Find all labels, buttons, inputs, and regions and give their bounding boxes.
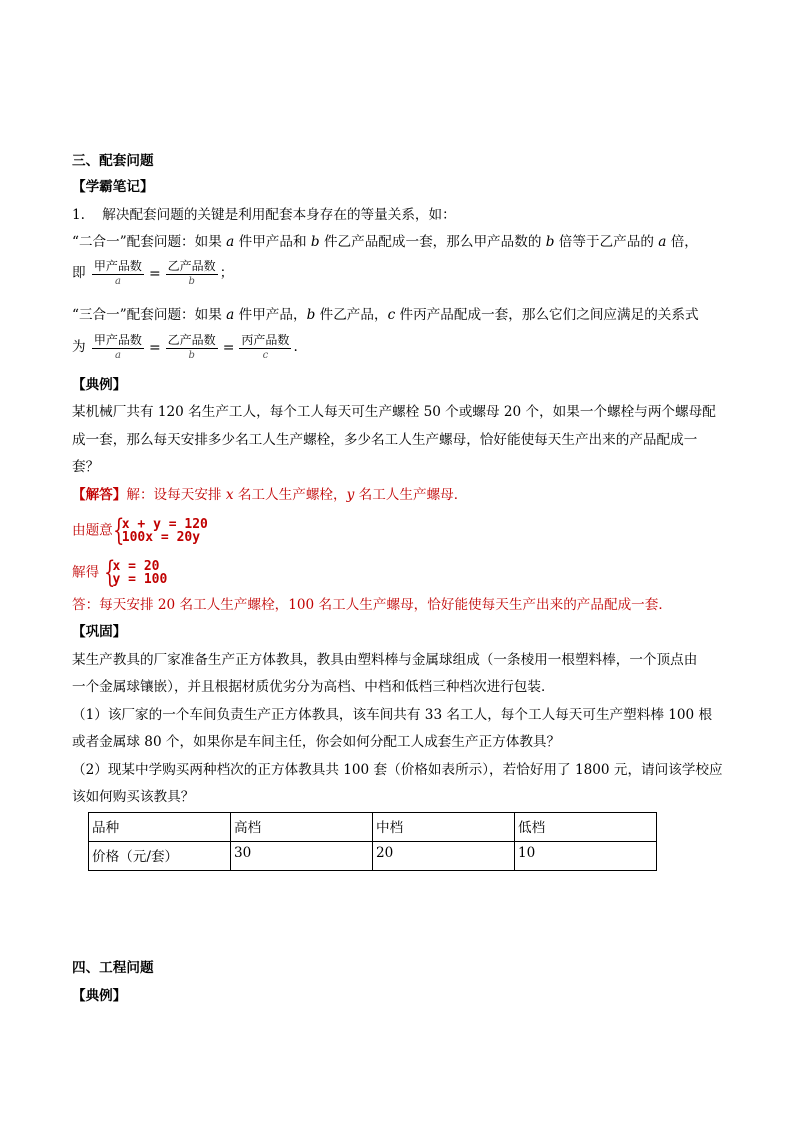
rule-text: 倍， [670, 234, 698, 250]
table-cell: 30 [231, 842, 373, 871]
section-4-example-header: 【典例】 [72, 988, 127, 1004]
punctuation: . [293, 339, 298, 355]
fraction-a [92, 259, 144, 288]
variable-a: a [226, 307, 235, 323]
price-table [88, 812, 657, 871]
system-prefix: 解得 [72, 564, 100, 581]
fraction-b [166, 333, 218, 362]
variable-a: a [226, 234, 235, 250]
example-line-1: 某机械厂共有 120 名生产工人，每个工人每天可生产螺栓 50 个或螺母 20 个，如果一个螺栓与两个螺母配 [72, 404, 716, 420]
brace-icon: { [112, 513, 125, 548]
table-cell: 高档 [231, 813, 373, 842]
question-2-line-2: 该如何购买该教具？ [72, 789, 195, 805]
equation-row: 100x = 20y [121, 530, 201, 545]
fraction-numerator: 甲产品数 [93, 333, 142, 347]
system-of-equations [112, 513, 208, 548]
consolidate-line-1: 某生产教具的厂家准备生产正方体教具，教具由塑料棒与金属球组成（一条棱用一根塑料棒，一个顶点由 [72, 652, 698, 668]
solution-label: 【解答】 [72, 487, 127, 503]
brace-icon: { [103, 555, 115, 590]
fraction-denominator: b [188, 350, 195, 361]
two-in-one-rule [72, 232, 698, 252]
fraction-denominator: a [114, 276, 121, 287]
rule-text: 件乙产品配成一套，那么甲产品数的 [323, 234, 542, 250]
table-row [89, 842, 657, 871]
rule-text: “二合一”配套问题：如果 [72, 234, 222, 250]
section-3-title: 三、配套问题 [72, 153, 154, 169]
fraction-denominator: b [188, 276, 195, 287]
fraction-a [92, 333, 144, 362]
three-in-one-rule [72, 305, 699, 325]
rule-text: “三合一”配套问题：如果 [72, 307, 222, 323]
variable-a: a [658, 234, 667, 250]
fraction-denominator: c [262, 350, 269, 361]
table-header-row [89, 813, 657, 842]
rule-text: 倍等于乙产品的 [558, 234, 654, 250]
variable-b: b [310, 234, 320, 250]
formula-prefix: 即 [72, 265, 86, 281]
equation-row: y = 100 [112, 572, 168, 587]
equals-sign: = [148, 265, 161, 282]
section-4-title: 四、工程问题 [72, 960, 154, 976]
question-2-line-1: （2）现某中学购买两种档次的正方体教具共 100 套（价格如表所示），若恰好用了 1800 元，请问该学校应 [72, 762, 723, 778]
question-1-line-1: （1）该厂家的一个车间负责生产正方体教具，该车间共有 33 名工人，每个工人每天可生产塑料棒 100 根 [72, 707, 713, 723]
three-in-one-formula [72, 333, 298, 362]
fraction-c [239, 333, 291, 362]
table-cell: 10 [515, 842, 657, 871]
equation-row: x + y = 120 [121, 517, 208, 532]
equation-row: x = 20 [112, 559, 160, 574]
equals-sign: = [148, 339, 161, 356]
notes-header: 【学霸笔记】 [72, 179, 154, 195]
example-header: 【典例】 [72, 377, 127, 393]
fraction-numerator: 甲产品数 [93, 259, 142, 273]
fraction-numerator: 乙产品数 [167, 259, 216, 273]
rule-intro-text: 解决配套问题的关键是利用配套本身存在的等量关系，如： [102, 207, 456, 223]
fraction-numerator: 丙产品数 [241, 333, 290, 347]
answer-line: 答：每天安排 20 名工人生产螺栓，100 名工人生产螺母，恰好能使每天生产出来的产品配成一套． [72, 597, 672, 613]
rule-intro-number: 1. [72, 207, 85, 223]
solution-text: 名工人生产螺母． [358, 487, 468, 503]
variable-x: x [225, 487, 234, 503]
variable-b: b [545, 234, 555, 250]
table-cell: 低档 [515, 813, 657, 842]
solution-line [72, 485, 467, 505]
rule-text: 件丙产品配成一套，那么它们之间应满足的关系式 [399, 307, 699, 323]
consolidate-header: 【巩固】 [72, 624, 127, 640]
equals-sign: = [222, 339, 235, 356]
solution-text: 解：设每天安排 [126, 487, 222, 503]
fraction-denominator: a [114, 350, 121, 361]
rule-text: 件甲产品和 [238, 234, 307, 250]
punctuation: ； [219, 265, 234, 281]
example-line-2: 成一套，那么每天安排多少名工人生产螺栓，多少名工人生产螺母，恰好能使每天生产出来的产品配成一 [72, 432, 698, 448]
rule-text: 件甲产品， [238, 307, 307, 323]
rule-text: 件乙产品， [319, 307, 388, 323]
system-of-equations [103, 555, 168, 590]
formula-prefix: 为 [72, 339, 86, 355]
solution-text: 名工人生产螺栓， [237, 487, 347, 503]
variable-c: c [387, 307, 396, 323]
variable-y: y [346, 487, 355, 503]
table-cell: 中档 [373, 813, 515, 842]
equation-system-2 [72, 555, 168, 590]
consolidate-line-2: 一个金属球镶嵌），并且根据材质优劣分为高档、中档和低档三种档次进行包装． [72, 679, 555, 695]
fraction-b [166, 259, 218, 288]
table-cell: 20 [373, 842, 515, 871]
question-1-line-2: 或者金属球 80 个，如果你是车间主任，你会如何分配工人成套生产正方体教具？ [72, 734, 561, 750]
table-cell: 价格（元/套） [89, 842, 231, 871]
equation-system-1 [72, 513, 208, 548]
table-cell: 品种 [89, 813, 231, 842]
rule-intro [72, 205, 456, 225]
two-in-one-formula [72, 259, 233, 288]
example-line-3: 套？ [72, 459, 100, 475]
variable-b: b [306, 307, 316, 323]
system-prefix: 由题意 [72, 522, 113, 539]
fraction-numerator: 乙产品数 [167, 333, 216, 347]
